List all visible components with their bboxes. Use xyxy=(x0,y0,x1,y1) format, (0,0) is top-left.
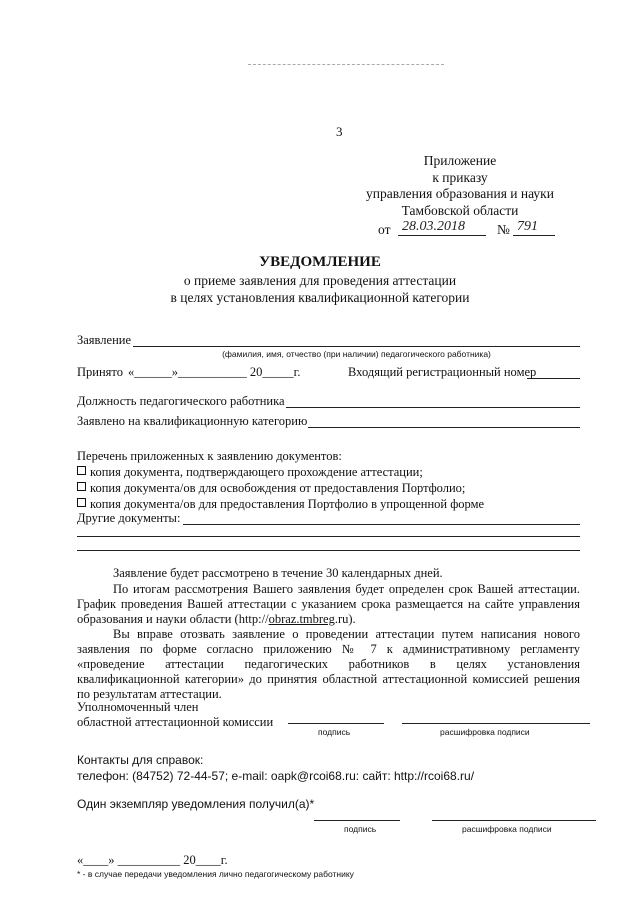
checkbox-icon[interactable] xyxy=(77,482,86,491)
documents-heading: Перечень приложенных к заявлению документов: xyxy=(77,449,342,463)
header-number-prefix: № xyxy=(497,222,510,237)
document-title: УВЕДОМЛЕНИЕ xyxy=(259,254,381,270)
accepted-date-field[interactable]: «______»___________ 20_____г. xyxy=(128,365,301,379)
contacts-heading: Контакты для справок: xyxy=(77,753,204,767)
member-decode-field[interactable] xyxy=(402,723,590,724)
header-date-line xyxy=(398,235,486,236)
document-subtitle-1: о приеме заявления для проведения аттестации xyxy=(183,273,457,288)
contacts-details: телефон: (84752) 72-44-57; e-mail: oapk@rcoi68.ru: сайт: http://rcoi68.ru/ xyxy=(77,769,475,783)
application-name-field[interactable] xyxy=(133,346,580,347)
header-number-line xyxy=(513,235,555,236)
header-line-region: Тамбовской области xyxy=(401,202,519,218)
withdrawal-paragraph: Вы вправе отозвать заявление о проведении аттестации путем написания нового заявления по форме согласно приложению № 7 к административному регламенту «проведение аттестации педагогических работников в целях установления квалификационной категории» до принятия областной аттестационной комиссией решения по результатам аттестации. xyxy=(77,627,580,701)
category-label: Заявлено на квалификационную категорию xyxy=(77,414,308,428)
page-number: 3 xyxy=(336,124,343,139)
header-date-prefix: от xyxy=(378,222,391,237)
application-label: Заявление xyxy=(77,333,132,347)
header-line-department: управления образования и науки xyxy=(366,186,554,201)
document-item-attestation: копия документа, подтверждающего прохождение аттестации; xyxy=(77,465,423,480)
position-label: Должность педагогического работника xyxy=(77,394,285,408)
header-date-handwritten: 28.03.2018 xyxy=(402,219,465,234)
scan-artifact-line xyxy=(248,64,444,65)
member-decode-hint: расшифровка подписи xyxy=(440,727,530,737)
receipt-signature-hint: подпись xyxy=(344,824,377,834)
position-field[interactable] xyxy=(286,407,580,408)
header-line-annex: Приложение xyxy=(423,153,497,168)
other-documents-field-3[interactable] xyxy=(77,550,580,551)
other-documents-field-2[interactable] xyxy=(77,536,580,537)
receipt-date-field[interactable]: «____» __________ 20____г. xyxy=(77,853,228,867)
other-documents-field-1[interactable] xyxy=(183,524,580,525)
authorized-member-label-2: областной аттестационной комиссии xyxy=(77,715,274,729)
member-signature-hint: подпись xyxy=(318,727,351,737)
checkbox-icon[interactable] xyxy=(77,466,86,475)
receipt-signature-field[interactable] xyxy=(314,820,400,821)
registration-number-field[interactable] xyxy=(527,378,580,379)
application-name-hint: (фамилия, имя, отчество (при наличии) педагогического работника) xyxy=(222,349,491,359)
registration-number-label: Входящий регистрационный номер xyxy=(348,365,537,379)
header-number-handwritten: 791 xyxy=(517,219,538,234)
authorized-member-label-1: Уполномоченный член xyxy=(77,700,199,714)
document-item-simplified: копия документа/ов для предоставления Портфолио в упрощенной форме xyxy=(77,497,484,512)
accepted-label: Принято xyxy=(77,365,123,379)
review-period-text: Заявление будет рассмотрено в течение 30 календарных дней. xyxy=(113,566,443,580)
receipt-label: Один экземпляр уведомления получил(а)* xyxy=(77,797,315,811)
member-signature-field[interactable] xyxy=(288,723,384,724)
document-item-exemption: копия документа/ов для освобождения от предоставления Портфолио; xyxy=(77,481,465,496)
receipt-decode-hint: расшифровка подписи xyxy=(462,824,552,834)
category-field[interactable] xyxy=(308,427,580,428)
receipt-decode-field[interactable] xyxy=(432,820,596,821)
obraz-site-link[interactable]: obraz.tmbreg xyxy=(268,612,335,626)
checkbox-icon[interactable] xyxy=(77,498,86,507)
schedule-paragraph: По итогам рассмотрения Вашего заявления будет определен срок Вашей аттестации. График проведения Вашей аттестации с указанием срока размещается на сайте управления образования и науки области (http://obraz.tmbreg.ru). xyxy=(77,582,580,626)
document-subtitle-2: в целях установления квалификационной категории xyxy=(170,290,470,305)
footnote: * - в случае передачи уведомления лично педагогическому работнику xyxy=(77,869,354,879)
other-documents-label: Другие документы: xyxy=(77,511,181,525)
header-block xyxy=(340,153,580,219)
header-line-order: к приказу xyxy=(432,169,488,185)
